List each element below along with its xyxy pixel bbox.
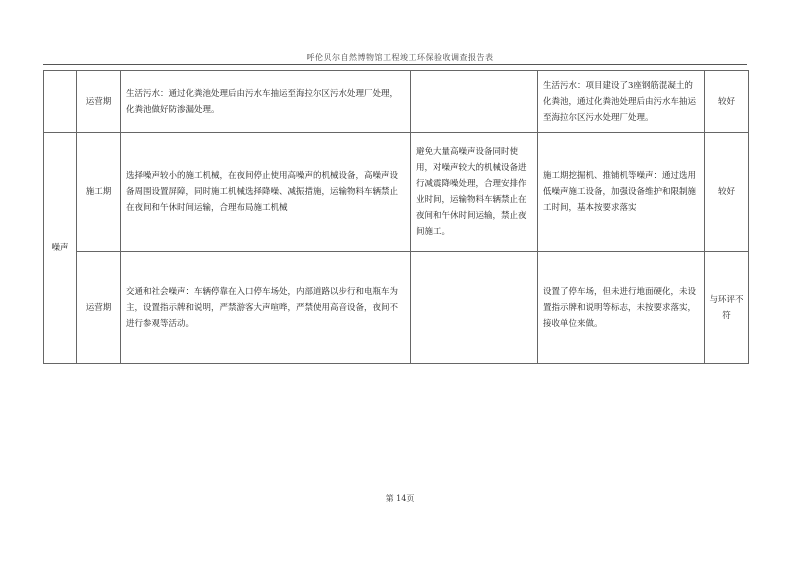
implementation-text: 生活污水：项目建设了3座钢筋混凝土的化粪池，通过化粪池处理后由污水车抽运至海拉尔区污水处理厂处理。 xyxy=(543,80,697,123)
factor-cell-noise: 噪声 xyxy=(44,133,77,364)
result-cell: 与环评不符 xyxy=(705,252,749,364)
table-row xyxy=(44,71,749,133)
result-cell: 较好 xyxy=(705,133,749,252)
implementation-cell xyxy=(538,252,705,364)
page-number: 第 14页 xyxy=(385,494,415,503)
implementation-cell xyxy=(538,133,705,252)
approval-requirement-cell xyxy=(411,133,538,252)
eia-requirement-text: 选择噪声较小的施工机械，在夜间停止使用高噪声的机械设备，高噪声设备周围设置屏障，同时施工机械选择降噪、减振措施，运输物料车辆禁止在夜间和午休时间运输，合理布局施工机械 xyxy=(126,171,399,213)
table-row xyxy=(44,252,749,364)
eia-requirement-text: 生活污水：通过化粪池处理后由污水车抽运至海拉尔区污水处理厂处理，化粪池做好防渗漏处理。 xyxy=(126,88,399,115)
phase-cell: 施工期 xyxy=(77,133,121,252)
implementation-text: 施工期挖掘机、推铺机等噪声：通过选用低噪声施工设备，加强设备维护和限制施工时间，基本按要求落实 xyxy=(543,171,697,213)
page-header-title: 呼伦贝尔自然博物馆工程竣工环保验收调查报告表 xyxy=(306,53,494,62)
implementation-text: 设置了停车场，但未进行地面硬化，未设置指示牌和说明等标志，未按要求落实，接收单位来做。 xyxy=(543,286,697,329)
eia-requirement-cell xyxy=(121,133,411,252)
eia-requirement-text: 交通和社会噪声：车辆停靠在入口停车场处，内部道路以步行和电瓶车为主，设置指示牌和说明，严禁游客大声喧哗，严禁使用高音设备，夜间不进行参观等活动。 xyxy=(126,286,399,329)
implementation-cell xyxy=(538,71,705,133)
approval-requirement-text: 避免大量高噪声设备同时使用，对噪声较大的机械设备进行减震降噪处理，合理安排作业时间，运输物料车辆禁止在夜间和午休时间运输，禁止夜间施工。 xyxy=(416,147,527,237)
eia-requirement-cell xyxy=(121,252,411,364)
acceptance-table xyxy=(43,70,749,364)
phase-cell: 运营期 xyxy=(77,71,121,133)
approval-requirement-cell xyxy=(411,252,538,364)
phase-cell: 运营期 xyxy=(77,252,121,364)
eia-requirement-cell xyxy=(121,71,411,133)
factor-cell-blank xyxy=(44,71,77,133)
result-cell: 较好 xyxy=(705,71,749,133)
approval-requirement-cell xyxy=(411,71,538,133)
table-row xyxy=(44,133,749,252)
header-rule xyxy=(43,64,747,65)
